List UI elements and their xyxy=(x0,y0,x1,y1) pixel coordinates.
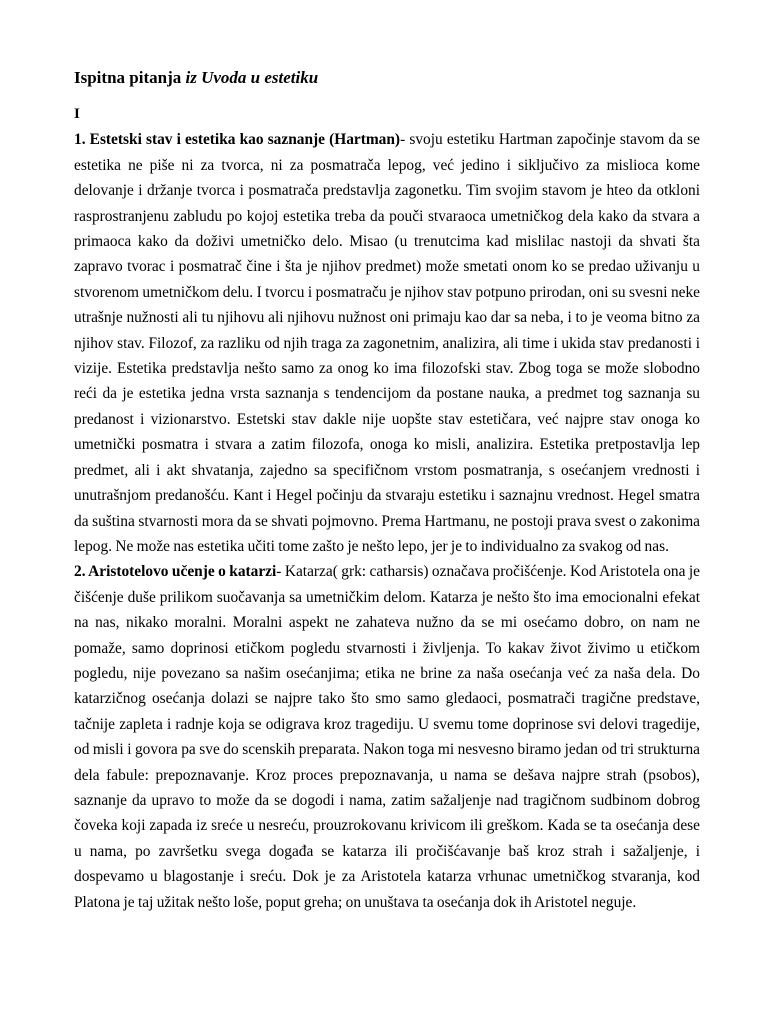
document-page xyxy=(74,66,700,915)
question-paragraph-2 xyxy=(74,559,700,915)
question-paragraph-1 xyxy=(74,127,700,559)
title-plain: Ispitna pitanja xyxy=(74,68,186,87)
title-italic: iz Uvoda u estetiku xyxy=(185,68,319,87)
document-title xyxy=(74,66,700,90)
question-heading-2: 2. Aristotelovo učenje o katarzi xyxy=(74,563,277,581)
question-body-2: - Katarza( grk: catharsis) označava pročišćenje. Kod Aristotela ona je čišćenje duše prilikom suočavanja sa umetničkim delom. Katarza je nešto što ima emocionalni efekat na nas, nikako moralni. Moralni aspekt ne zahateva nužno da se mi osećamo dobro, on nam ne pomaže, samo doprinosi etičkom pogledu stvarnosti i življenja. To kakav život živimo u etičkom pogledu, nije povezano sa našim osećanjima; etika ne brine za naša osećanja već za naša dela. Do katarzičnog osećanja dolazi se najpre tako što smo samo gledaoci, posmatrači tragične predstave, tačnije zapleta i radnje koja se odigrava kroz tragediju. U svemu tome doprinose svi delovi tragedije, od misli i govora pa sve do scenskih preparata. Nakon toga mi nesvesno biramo jedan od tri strukturna dela fabule: prepoznavanje. Kroz proces prepoznavanja, u nama se dešava najpre strah (psobos), saznanje da upravo to može da se dogodi i nama, zatim sažaljenje nad tragičnom sudbinom dobrog čoveka koji zapada iz sreće u nesreću, prouzrokovanu krivicom ili greškom. Kada se ta osećanja dese u nama, po završetku svega događa se katarza ili pročišćavanje baš kroz strah i sažaljenje, i dospevamo u blagostanje i sreću. Dok je za Aristotela katarza vrhunac umetničkog stvaranja, kod Platona je taj užitak nešto loše, poput greha; on unuštava ta osećanja dok ih Aristotel neguje. xyxy=(74,563,700,911)
question-body-1: - svoju estetiku Hartman započinje stavom da se estetika ne piše ni za tvorca, ni za posmatrača lepog, već jedino i siključivo za mislioca kome delovanje i držanje tvorca i posmatrača predstavlja zagonetku. Tim svojim stavom je hteo da otkloni rasprostranjenu zabludu po kojoj estetika treba da pouči stvaraoca umetničkog dela kako da stvara a primaoca kako da doživi umetničko delo. Misao (u trenutcima kad mislilac nastoji da shvati šta zapravo tvorac i posmatrač čine i šta je njihov predmet) može smetati onom ko se predao uživanju u stvorenom umetničkom delu. I tvorcu i posmatraču je njihov stav potpuno prirodan, oni su svesni neke utrašnje nužnosti ali tu njihovu ali njihovu nužnost oni primaju kao dar sa neba, i to je veoma bitno za njihov stav. Filozof, za razliku od njih traga za zagonetnim, analizira, ali time i ukida stav predanosti i vizije. Estetika predstavlja nešto samo za onog ko ima filozofski stav. Zbog toga se može slobodno reći da je estetika jedna vrsta saznanja s tendencijom da postane nauka, a predmet tog saznanja su predanost i vizionarstvo. Estetski stav dakle nije uopšte stav estetičara, već najpre stav onoga ko umetnički posmatra i stvara a zatim filozofa, onoga ko misli, analizira. Estetika pretpostavlja lep predmet, ali i akt shvatanja, zajedno sa specifičnom vrstom posmatranja, s osećanjem vrednosti i unutrašnjom predanošću. Kant i Hegel počinju da stvaraju estetiku i saznajnu vrednost. Hegel smatra da suština stvarnosti mora da se shvati pojmovno. Prema Hartmanu, ne postoji prava svest o zakonima lepog. Ne može nas estetika učiti tome zašto je nešto lepo, jer je to individualno za svakog od nas. xyxy=(74,131,700,555)
section-numeral: I xyxy=(74,106,80,122)
question-heading-1: 1. Estetski stav i estetika kao saznanje (Hartman) xyxy=(74,131,401,149)
